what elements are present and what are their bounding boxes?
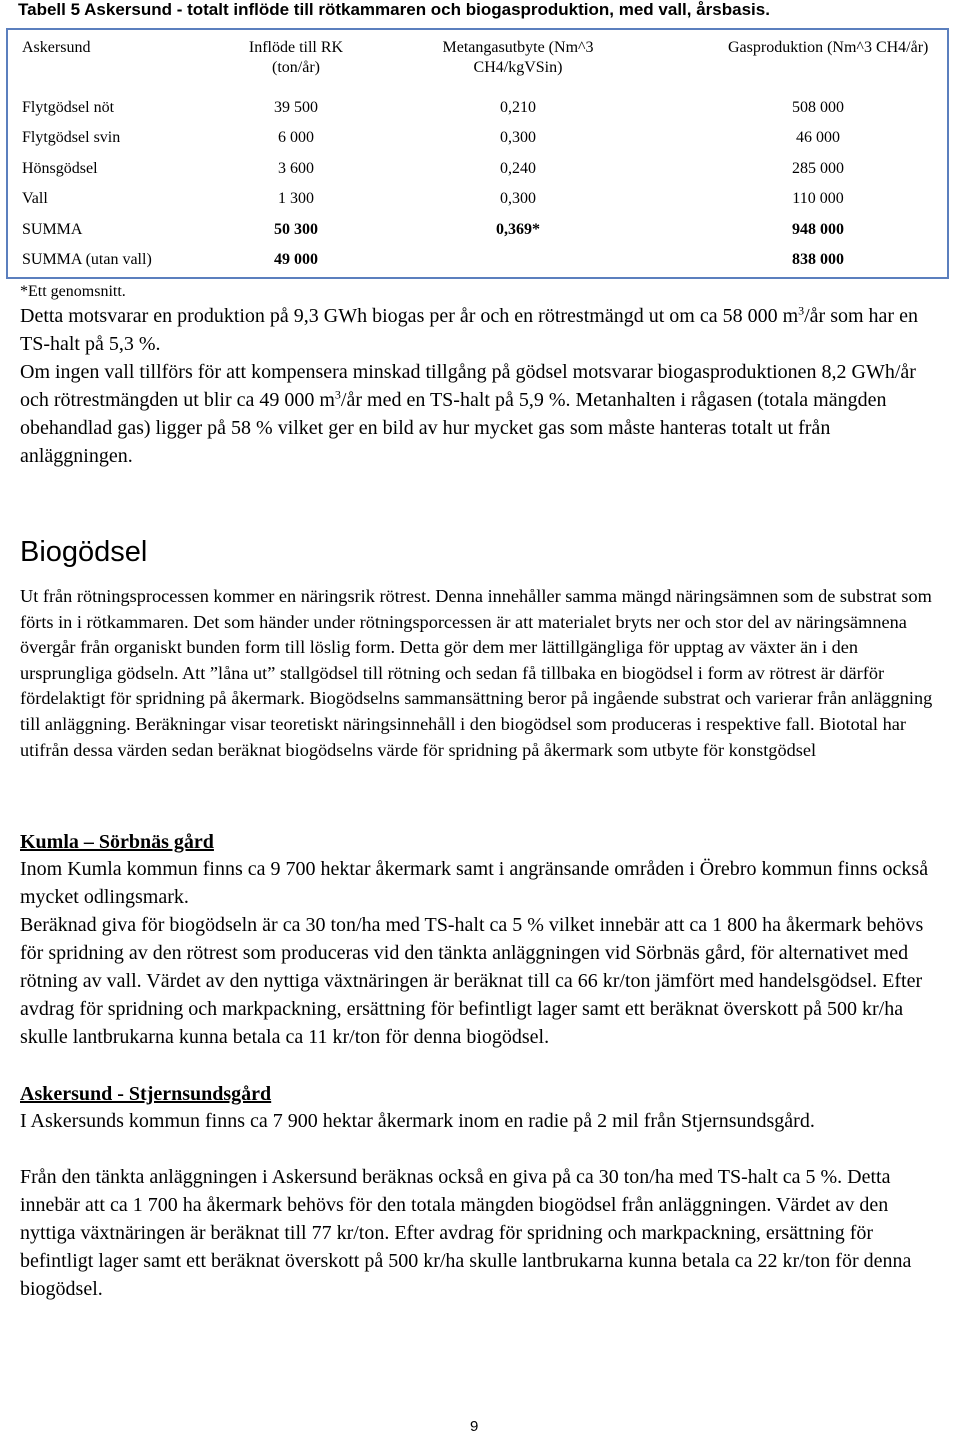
heading-biogodsel: Biogödsel — [20, 536, 148, 568]
paragraph-no-vall: Om ingen vall tillförs för att kompensera minskad tillgång på gödsel motsvarar biogasproduktionen 8,2 GWh/år och rötrestmängden ut blir ca 49 000 $m^3/år$ med en TS-halt på 5,9 %. Metanhalten i rågasen (totala mängden obehandlad gas) ligger på 58 % vilket ger en bild av hur mycket gas som måste hanteras totalt ut från anläggningen. — [20, 361, 916, 467]
paragraph-production: Detta motsvarar en produktion på 9,3 GWh biogas per år och en rötrestmängd ut om ca 58 000 $m^3/år$ som har en TS-halt på 5,3 %. — [20, 303, 918, 355]
table-header-askersund: Askersund — [22, 39, 91, 56]
paragraph-kumla-area: Inom Kumla kommun finns ca 9 700 hektar åkermark samt i angränsande områden i Örebro kommun finns också mycket odlingsmark. — [20, 858, 929, 908]
paragraph-kumla-giva: Beräknad giva för biogödseln är ca 30 ton/ha med TS-halt ca 5 % vilket innebär att ca 1 800 ha åkermark behövs för spridning av den rötrest som produceras vid den tänkta anläggningen vid Sörbnäs gård, för alternativet med rötning av vall. Värdet av den nyttiga växtnäringen är beräknat till ca 66 kr/ton jämfört med handelsgödsel. Efter avdrag för spridning och markpackning, ersättning för befintligt lager samt ett beräknat överskott på 500 kr/ha skulle lantbrukarna kunna betala ca 11 kr/ton för denna biogödsel. — [20, 914, 924, 1048]
table-footnote: *Ett genomsnitt. — [20, 283, 126, 300]
heading-askersund: Askersund - Stjernsundsgård — [20, 1083, 272, 1105]
data-table: Askersund Inflöde till RK (ton/år) Metangasutbyte (Nm^3 CH4/kgVSin) Gasproduktion (Nm^3 CH4/år) Flytgödsel nöt 39 500 0,210 508 000 Flytgödsel svin 6 000 0,300 46 000 Hönsgödsel 3 600 0,240 285 000 Vall 1 300 0,300 110 000 SUMMA 50 300 0,369* 948 000 SUMMA (utan vall) 49 000 838 000 — [6, 28, 949, 279]
paragraph-biogodsel: Ut från rötningsprocessen kommer en näringsrik rötrest. Denna innehåller samma mängd näringsämnen som de substrat som förts in i rötkammaren. Det som händer under rötningsporcessen är att materialet bryts ner och stor del av näringsämnena övergår från organiskt bunden form till löslig form. Detta gör dem mer lättillgängliga för upptag av växter än i den ursprungliga gödseln. Att ”låna ut” stallgödsel till rötning och sedan få tillbaka en biogödsel i form av rötrest är därför fördelaktigt för spridning på åkermark. Biogödselns sammansättning beror på ingående substrat och varierar från anläggning till anläggning. Beräkningar visar teoretiskt näringsinnehåll i den biogödsel som produceras i respektive fall. Biototal har utifrån dessa värden sedan beräknat biogödselns värde för spridning på åkermark som utbyte för konstgödsel — [20, 586, 933, 760]
page-number: 9 — [470, 1418, 479, 1435]
paragraph-askersund-area: I Askersunds kommun finns ca 7 900 hektar åkermark inom en radie på 2 mil från Stjernsundsgård. — [20, 1110, 815, 1132]
table-header-methane-yield: Metangasutbyte (Nm^3 CH4/kgVSin) — [442, 39, 594, 76]
paragraph-askersund-giva: Från den tänkta anläggningen i Askersund beräknas också en giva på ca 30 ton/ha med TS-halt ca 5 %. Detta innebär att ca 1 700 ha åkermark behövs för den totala mängden biogödsel från anläggningen. Värdet av den nyttiga växtnäringen är beräknat till 77 kr/ton. Efter avdrag för spridning och markpackning, ersättning för befintligt lager samt ett beräknat överskott på 500 kr/ha skulle lantbrukarna kunna betala ca 22 kr/ton för denna biogödsel. — [20, 1166, 912, 1300]
heading-kumla: Kumla – Sörbnäs gård — [20, 831, 214, 853]
table-caption: Tabell 5 Askersund - totalt inflöde till rötkammaren och biogasproduktion, med vall, årsbasis. — [18, 0, 770, 19]
table-header-inflow: Inflöde till RK (ton/år) — [248, 39, 344, 76]
table-header-gas-production: Gasproduktion (Nm^3 CH4/år) — [728, 39, 929, 56]
